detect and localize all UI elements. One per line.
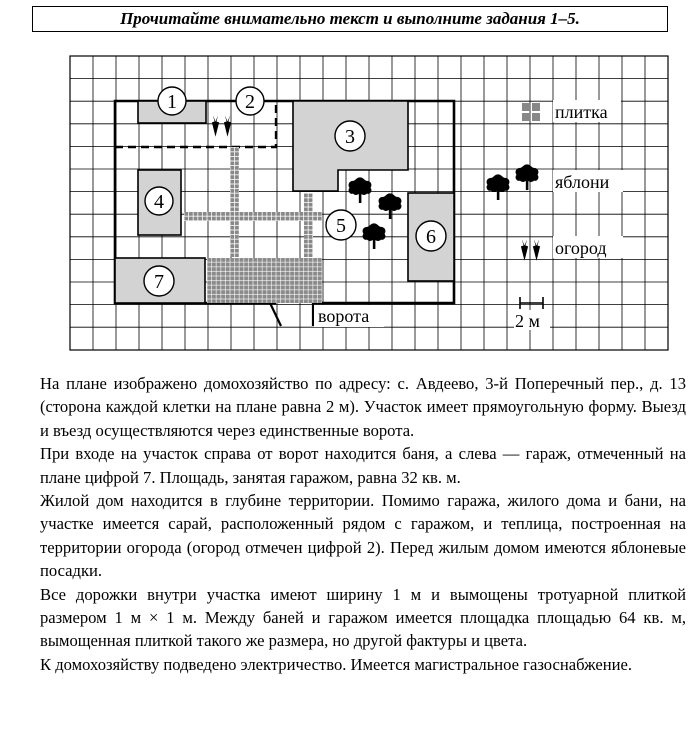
apple-tree-icons — [349, 177, 402, 249]
legend-apple-tree-icon — [487, 174, 510, 200]
number-circle-4 — [145, 187, 173, 215]
problem-text — [40, 372, 686, 676]
apple-tree-icon — [379, 193, 402, 219]
number-2: 2 — [245, 91, 255, 113]
number-circle-6 — [416, 221, 446, 251]
legend-tile-icon — [522, 103, 540, 121]
number-circle-3 — [335, 121, 365, 151]
number-circle-5 — [326, 210, 356, 240]
scale-label: 2 м — [515, 311, 540, 331]
tiled-platform — [207, 258, 322, 303]
number-circle-7 — [144, 266, 174, 296]
apple-tree-icon — [349, 177, 372, 203]
legend-carrot-icon — [533, 239, 540, 261]
number-3: 3 — [345, 126, 355, 148]
paragraph-5: К домохозяйству подведено электричество. Имеется магистральное газоснабжение. — [40, 654, 633, 674]
apple-tree-icon — [363, 223, 386, 249]
number-circle-1 — [158, 87, 186, 115]
gate-lines — [270, 303, 313, 326]
paragraph-4: Все дорожки внутри участка имеют ширину 1 м и вымощены тротуарной плиткой размером 1 м × 1 м. Между баней и гаражом имеется площадка площадью 64 кв. м, вымощенная плиткой такого же размера, но другой фактуры и цвета. — [40, 584, 686, 651]
garden-carrot-icons — [212, 115, 231, 137]
legend-garden-label: огород — [555, 238, 607, 258]
number-6: 6 — [426, 226, 436, 248]
paragraph-1: На плане изображено домохозяйство по адресу: с. Авдеево, 3-й Поперечный пер., д. 13 (сторона каждой клетки на плане равна 2 м). Участок имеет прямоугольную форму. Выезд и въезд осуществляются через единственные ворота. — [40, 374, 686, 440]
task-header-title: Прочитайте внимательно текст и выполните задания 1–5. — [120, 9, 580, 28]
number-1: 1 — [167, 91, 177, 113]
legend-apple-trees-label: яблони — [555, 172, 610, 192]
number-4: 4 — [154, 191, 164, 213]
scale-bar — [520, 297, 543, 309]
paragraph-2: При входе на участок справа от ворот находится баня, а слева — гараж, отмеченный на плане цифрой 7. Площадь, занятая гаражом, равна 32 кв. м. — [40, 444, 686, 487]
household-plan — [0, 0, 700, 360]
paragraph-3: Жилой дом находится в глубине территории. Помимо гаража, жилого дома и бани, на участке имеется сарай, расположенный рядом с гаражом, и теплица, построенная на территории огорода (огород отмечен цифрой 2). Перед жилым домом имеются яблоневые посадки. — [40, 491, 686, 581]
legend-carrot-icon — [521, 239, 528, 261]
number-7: 7 — [154, 271, 164, 293]
number-5: 5 — [336, 215, 346, 237]
legend-tile-label: плитка — [555, 102, 608, 122]
gate-label: ворота — [318, 306, 370, 326]
number-circle-2 — [236, 87, 264, 115]
legend-apple-tree-icon — [516, 164, 539, 190]
